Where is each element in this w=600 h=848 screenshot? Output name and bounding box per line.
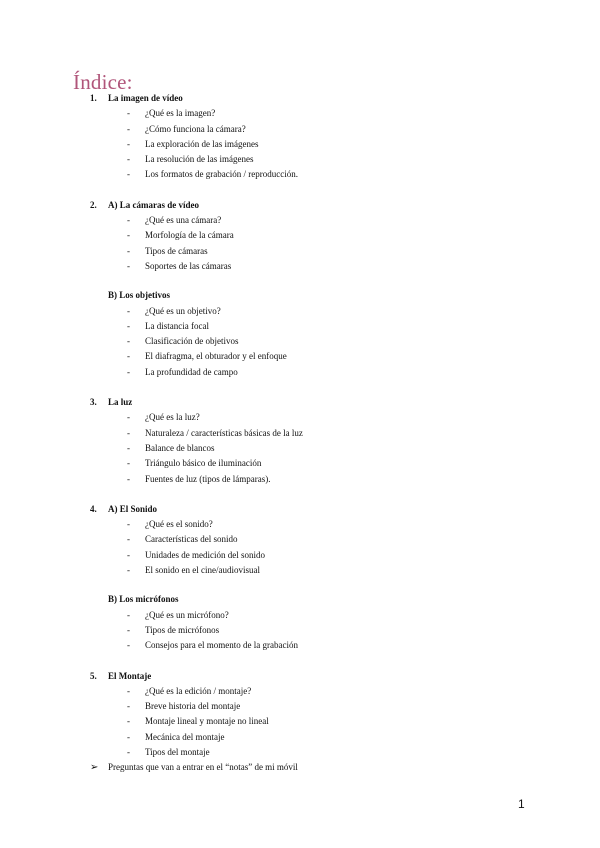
note-line: [0, 760, 600, 775]
dash-bullet: -: [127, 245, 130, 256]
section-heading: [0, 395, 600, 410]
dash-bullet: -: [127, 609, 130, 620]
dash-bullet: -: [127, 746, 130, 757]
dash-bullet: -: [127, 351, 130, 362]
section-number: 5.: [90, 670, 97, 681]
section-item-list: [0, 684, 600, 760]
note-text: Preguntas que van a entrar en el “notas” de mi móvil: [108, 762, 298, 773]
list-item: [0, 365, 600, 380]
list-item: [0, 456, 600, 471]
item-text: Breve historia del montaje: [145, 701, 241, 712]
dash-bullet: -: [127, 138, 130, 149]
item-text: La profundidad de campo: [145, 366, 238, 377]
item-text: El sonido en el cine/audiovisual: [145, 565, 260, 576]
section-number: 1.: [90, 93, 97, 103]
item-text: La resolución de las imágenes: [145, 154, 254, 165]
section-number: 2.: [90, 199, 97, 210]
section-heading: [0, 198, 600, 213]
dash-bullet: -: [127, 169, 130, 180]
dash-bullet: -: [127, 685, 130, 696]
subsection-title: B) Los micrófonos: [108, 594, 179, 605]
subsection-heading: [0, 288, 600, 303]
list-item: [0, 259, 600, 274]
section-item-list: [0, 213, 600, 274]
item-text: La exploración de las imágenes: [145, 138, 259, 149]
dash-bullet: -: [127, 534, 130, 545]
list-item: [0, 684, 600, 699]
section-title: A) El Sonido: [108, 503, 158, 514]
list-item: [0, 304, 600, 319]
item-text: ¿Qué es la luz?: [145, 412, 200, 423]
dash-bullet: -: [127, 716, 130, 727]
list-item: [0, 517, 600, 532]
subsection-title: B) Los objetivos: [108, 290, 171, 301]
list-item: [0, 699, 600, 714]
dash-bullet: -: [127, 565, 130, 576]
item-text: ¿Qué es la edición / montaje?: [145, 685, 252, 696]
section-heading: [0, 502, 600, 517]
item-text: Características del sonido: [145, 534, 238, 545]
item-text: ¿Qué es un micrófono?: [145, 609, 229, 620]
section-number: 3.: [90, 397, 97, 408]
section-title: A) La cámaras de vídeo: [108, 199, 199, 210]
list-item: [0, 441, 600, 456]
list-item: [0, 563, 600, 578]
dash-bullet: -: [127, 701, 130, 712]
section-item-list: [0, 106, 600, 182]
item-text: La distancia focal: [145, 320, 209, 331]
page-number: 1: [518, 797, 525, 811]
dash-bullet: -: [127, 305, 130, 316]
section-number: 4.: [90, 503, 97, 514]
item-text: Unidades de medición del sonido: [145, 549, 265, 560]
item-text: Tipos de cámaras: [145, 245, 208, 256]
list-item: [0, 548, 600, 563]
section-heading: [0, 91, 600, 106]
subsection-item-list: [0, 608, 600, 654]
list-item: [0, 122, 600, 137]
item-text: Los formatos de grabación / reproducción.: [145, 169, 298, 180]
item-text: Consejos para el momento de la grabación: [145, 640, 298, 651]
item-text: ¿Qué es una cámara?: [145, 215, 222, 226]
list-item: [0, 714, 600, 729]
list-item: [0, 608, 600, 623]
section-heading: [0, 669, 600, 684]
list-item: [0, 137, 600, 152]
item-text: ¿Cómo funciona la cámara?: [145, 123, 246, 134]
item-text: Morfología de la cámara: [145, 230, 234, 241]
list-item: [0, 638, 600, 653]
item-text: Balance de blancos: [145, 442, 215, 453]
list-item: [0, 106, 600, 121]
section-item-list: [0, 517, 600, 578]
dash-bullet: -: [127, 320, 130, 331]
item-text: Naturaleza / características básicas de la luz: [145, 427, 303, 438]
dash-bullet: -: [127, 458, 130, 469]
list-item: [0, 319, 600, 334]
dash-bullet: -: [127, 123, 130, 134]
dash-bullet: -: [127, 366, 130, 377]
list-item: [0, 349, 600, 364]
item-text: Mecánica del montaje: [145, 731, 225, 742]
item-text: ¿Qué es un objetivo?: [145, 305, 221, 316]
section-title: La imagen de vídeo: [108, 93, 183, 103]
list-item: [0, 228, 600, 243]
item-text: Triángulo básico de iluminación: [145, 458, 262, 469]
list-item: [0, 244, 600, 259]
arrow-bullet-icon: ➢: [90, 762, 99, 774]
dash-bullet: -: [127, 442, 130, 453]
dash-bullet: -: [127, 731, 130, 742]
section-item-list: [0, 410, 600, 486]
list-item: [0, 213, 600, 228]
list-item: [0, 532, 600, 547]
list-item: [0, 426, 600, 441]
list-item: [0, 167, 600, 182]
item-text: Tipos del montaje: [145, 746, 210, 757]
item-text: Fuentes de luz (tipos de lámparas).: [145, 473, 271, 484]
list-item: [0, 730, 600, 745]
section-title: La luz: [108, 397, 133, 408]
list-item: [0, 410, 600, 425]
item-text: Montaje lineal y montaje no lineal: [145, 716, 269, 727]
item-text: Clasificación de objetivos: [145, 336, 239, 347]
list-item: [0, 472, 600, 487]
page-title: Índice:: [73, 70, 133, 94]
subsection-heading: [0, 592, 600, 607]
dash-bullet: -: [127, 215, 130, 226]
item-text: ¿Qué es el sonido?: [145, 519, 213, 530]
dash-bullet: -: [127, 473, 130, 484]
item-text: ¿Qué es la imagen?: [145, 108, 216, 119]
dash-bullet: -: [127, 427, 130, 438]
dash-bullet: -: [127, 624, 130, 635]
subsection-item-list: [0, 304, 600, 380]
dash-bullet: -: [127, 108, 130, 119]
dash-bullet: -: [127, 230, 130, 241]
dash-bullet: -: [127, 154, 130, 165]
table-of-contents: [0, 91, 600, 776]
dash-bullet: -: [127, 260, 130, 271]
section-title: El Montaje: [108, 670, 152, 681]
list-item: [0, 623, 600, 638]
dash-bullet: -: [127, 336, 130, 347]
item-text: Tipos de micrófonos: [145, 624, 220, 635]
list-item: [0, 745, 600, 760]
dash-bullet: -: [127, 640, 130, 651]
list-item: [0, 152, 600, 167]
dash-bullet: -: [127, 519, 130, 530]
list-item: [0, 334, 600, 349]
dash-bullet: -: [127, 549, 130, 560]
item-text: El diafragma, el obturador y el enfoque: [145, 351, 287, 362]
dash-bullet: -: [127, 412, 130, 423]
item-text: Soportes de las cámaras: [145, 260, 232, 271]
